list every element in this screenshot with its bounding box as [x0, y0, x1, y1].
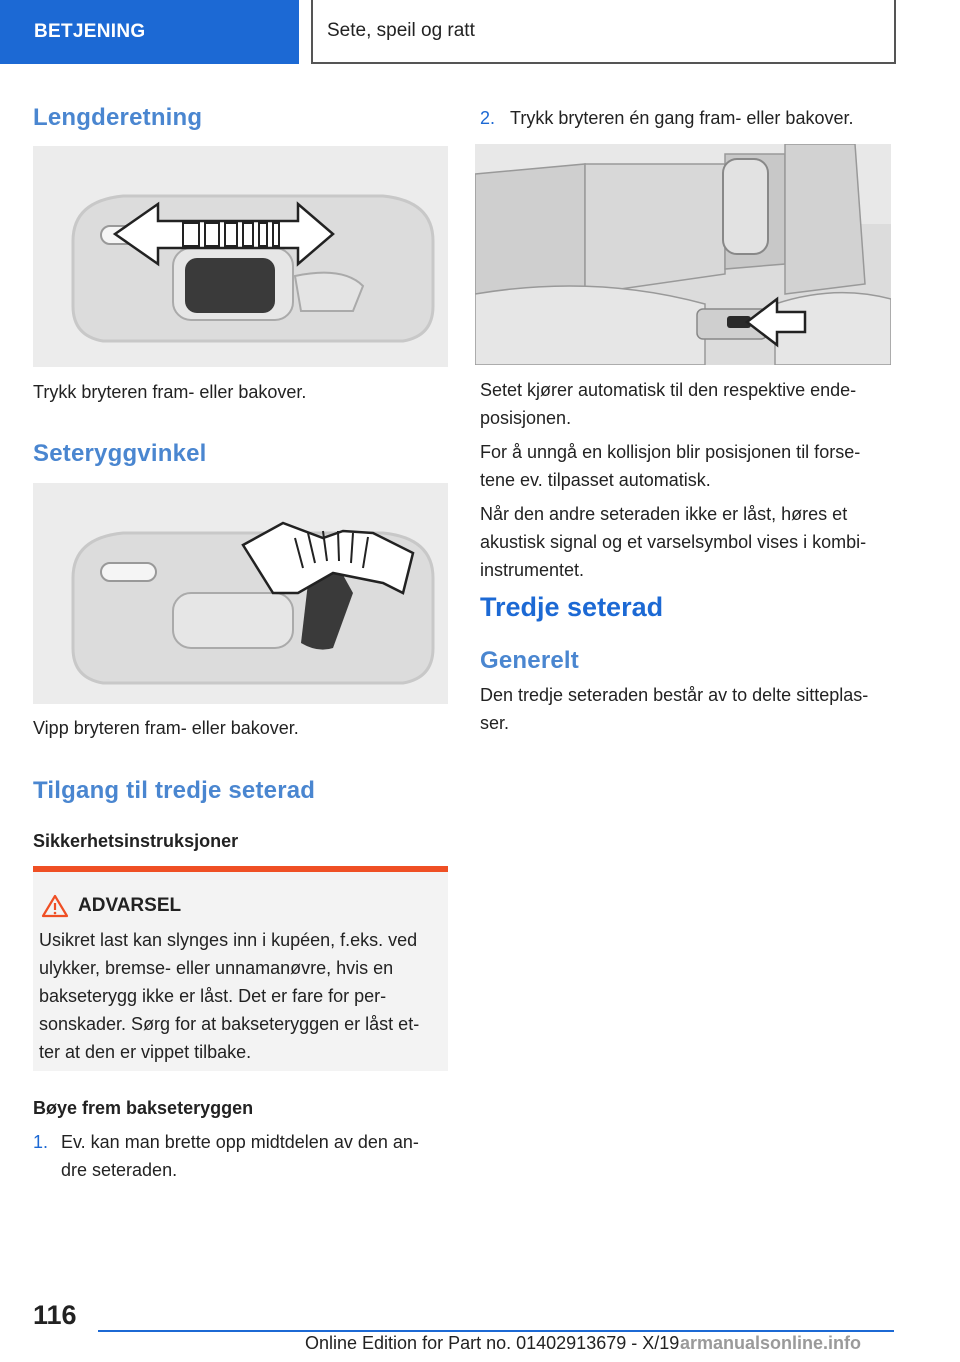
para-line: instrumentet.	[480, 560, 585, 580]
section-tab	[0, 0, 299, 64]
warning-line: bakseterygg ikke er låst. Det er fare for per-	[39, 986, 387, 1006]
para-line: posisjonen.	[480, 408, 572, 428]
gen-line: Den tredje seteraden består av to delte sitteplas-	[480, 685, 869, 705]
para-line: akustisk signal og et varselsymbol vises i kombi-	[480, 532, 867, 552]
figure-seat-switch-longitudinal	[33, 146, 448, 367]
section-title: BETJENING	[34, 21, 146, 42]
step-1-number: 1.	[33, 1132, 49, 1152]
warning-icon	[41, 894, 69, 918]
step-1-line: Ev. kan man brette opp midtdelen av den an-	[61, 1132, 419, 1152]
footer-edition: Online Edition for Part no. 01402913679 - X/19	[305, 1333, 680, 1353]
caption-lengderetning: Trykk bryteren fram- eller bakover.	[33, 382, 307, 402]
warning-title: ADVARSEL	[78, 895, 182, 916]
heading-tilgang: Tilgang til tredje seterad	[33, 777, 316, 804]
para-line: tene ev. tilpasset automatisk.	[480, 470, 711, 490]
figure-car-interior	[475, 144, 891, 365]
gen-line: ser.	[480, 713, 510, 733]
heading-lengderetning: Lengderetning	[33, 104, 203, 131]
warning-line: ter at den er vippet tilbake.	[39, 1042, 252, 1062]
warning-line: Usikret last kan slynges inn i kupéen, f.eks. ved	[39, 930, 418, 950]
footer-rule	[98, 1330, 894, 1332]
warning-text	[39, 926, 419, 1066]
warning-line: ulykker, bremse- eller unnamanøvre, hvis en	[39, 958, 394, 978]
para-line: Setet kjører automatisk til den respektive ende-	[480, 380, 857, 400]
para-line: Når den andre seteraden ikke er låst, høres et	[480, 504, 848, 524]
paragraph-generelt	[480, 681, 895, 737]
warning-header	[41, 894, 181, 918]
chapter-tab	[311, 0, 896, 64]
heading-generelt: Generelt	[480, 647, 579, 674]
step-2-number: 2.	[480, 108, 496, 128]
warning-box	[33, 866, 448, 1071]
heading-seteryggvinkel: Seteryggvinkel	[33, 440, 207, 467]
caption-seteryggvinkel: Vipp bryteren fram- eller bakover.	[33, 718, 299, 738]
page-number: 116	[33, 1300, 77, 1330]
figure-seat-switch-backrest	[33, 483, 448, 704]
paragraph-automatic	[480, 376, 895, 584]
chapter-title: Sete, speil og ratt	[327, 20, 475, 41]
subheading-sikkerhet: Sikkerhetsinstruksjoner	[33, 831, 239, 851]
para-line: For å unngå en kollisjon blir posisjonen til forse-	[480, 442, 861, 462]
subheading-boye: Bøye frem bakseteryggen	[33, 1098, 254, 1118]
step-1-line: dre seteraden.	[61, 1160, 178, 1180]
watermark: armanualsonline.info	[680, 1333, 862, 1353]
step-2-text: Trykk bryteren én gang fram- eller bakover.	[510, 108, 854, 128]
heading-tredje-seterad: Tredje seterad	[480, 592, 664, 622]
warning-line: sonskader. Sørg for at bakseteryggen er låst et-	[39, 1014, 420, 1034]
